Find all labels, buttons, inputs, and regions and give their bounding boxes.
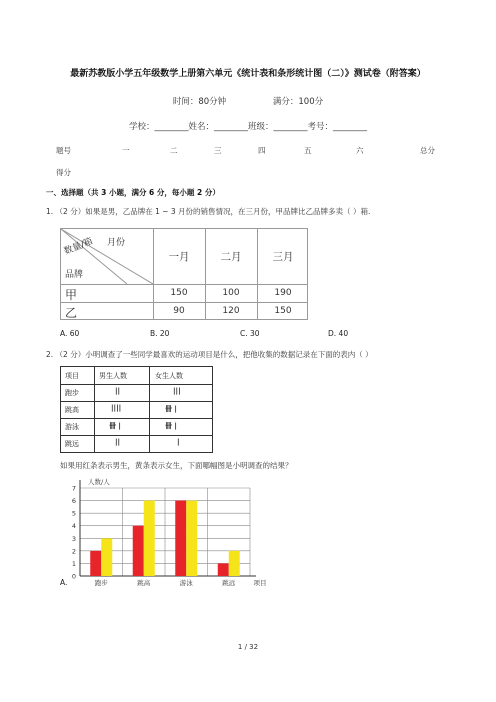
score-header-cell: 总分 [420,146,435,155]
y-tick-label: 6 [71,497,76,506]
tally-boys: |||| [111,404,122,412]
brand-label: 甲 [65,288,78,302]
y-tick-label: 4 [71,522,76,531]
tally-boys: 卌 | [109,422,121,430]
score-header-cell: 一 [122,146,130,155]
month-header: 一月 [168,251,190,263]
sport-label: 跳远 [65,440,79,448]
table-cell: 150 [274,306,292,316]
bar-chart-svg [60,476,270,591]
score-row-label: 得分 [56,168,71,177]
corner-quantity-label: 数量/箱 [62,236,95,258]
bar-跳远-series-0 [218,563,229,576]
question-1-options [60,329,380,341]
tally-girls: 卌 | [165,405,177,413]
table-cell: 120 [222,306,240,316]
question-2-text: 2. （2 分）小明调查了一些同学最喜欢的运动项目是什么，把他收集的数据记录在下面的表内（ ） [46,350,373,359]
option-b[interactable]: B. 20 [150,329,170,338]
score-header-cell: 五 [304,146,312,155]
option-c[interactable]: C. 30 [240,329,260,338]
sport-label: 游泳 [65,423,79,431]
exam-meta [0,95,496,107]
bar-游泳-series-0 [175,501,186,576]
corner-month-label: 月份 [107,238,126,248]
exam-time: 时间：80分钟 [172,97,227,107]
table-cell: 150 [170,288,188,298]
page-number: 1 / 32 [237,643,259,651]
y-axis-label: 人数/人 [88,478,110,486]
bar-跳远-series-1 [229,551,240,576]
bar-chart-option-a [60,476,270,595]
x-tick-label: 跳远 [222,579,236,587]
student-info-line: 学校：________姓名：________班级：________考号：________ [128,122,367,132]
exam-full-score: 满分：100分 [272,97,324,107]
sport-label: 跑步 [65,389,79,397]
month-header: 三月 [272,251,294,263]
bar-跳高-series-1 [144,501,155,576]
score-header-cell: 六 [356,146,364,155]
score-header-cell: 题号 [56,146,71,155]
tally-girls: | [177,438,180,446]
option-d[interactable]: D. 40 [328,329,349,338]
bar-跑步-series-1 [101,538,112,576]
tally-boys: || [115,387,121,395]
x-axis-label: 项目 [253,579,267,587]
bar-跳高-series-0 [133,526,144,576]
brand-label: 乙 [65,306,78,320]
table-header: 女生人数 [155,372,183,380]
sports-tally-table [60,366,213,453]
bar-游泳-series-1 [186,501,197,576]
x-tick-label: 跳高 [137,579,151,587]
x-tick-label: 跑步 [94,579,108,587]
bar-跑步-series-0 [90,551,101,576]
y-tick-label: 1 [71,559,76,568]
x-tick-label: 游泳 [179,579,193,587]
sales-table [60,228,308,320]
table-header: 项目 [65,372,79,380]
tally-girls: 卌 | [165,422,177,430]
document-title: 最新苏教版小学五年级数学上册第六单元《统计表和条形统计图（二）》测试卷（附答案） [70,69,426,79]
score-header-cell: 二 [170,146,178,155]
table-cell: 100 [222,288,240,298]
section-title: 一、选择题（共 3 小题，满分 6 分，每小题 2 分） [46,188,220,197]
score-header-cell: 四 [258,146,266,155]
table-cell: 90 [173,306,185,316]
sport-label: 跳高 [65,406,79,414]
option-a-label[interactable]: A. [60,578,68,587]
corner-brand-label: 品牌 [65,270,84,280]
question-1-text: 1. （2 分）如果是男，乙品牌在 1 ~ 3 月份的销售情况，在三月份，甲品牌比乙品牌多卖（ ）箱. [46,207,371,216]
y-tick-label: 5 [71,509,76,518]
option-a[interactable]: A. 60 [60,329,80,338]
tally-boys: || [115,438,121,446]
table-cell: 190 [274,288,292,298]
y-tick-label: 2 [71,547,76,556]
score-header-cell: 三 [214,146,222,155]
y-tick-label: 3 [71,534,76,543]
y-tick-label: 7 [71,484,76,493]
table-header: 男生人数 [99,372,127,380]
question-2-subtext: 如果用红条表示男生，黄条表示女生，下面哪幅图是小明调查的结果？ [60,461,293,470]
y-tick-label: 0 [71,572,76,581]
month-header: 二月 [220,251,242,263]
tally-girls: ||| [173,387,181,395]
